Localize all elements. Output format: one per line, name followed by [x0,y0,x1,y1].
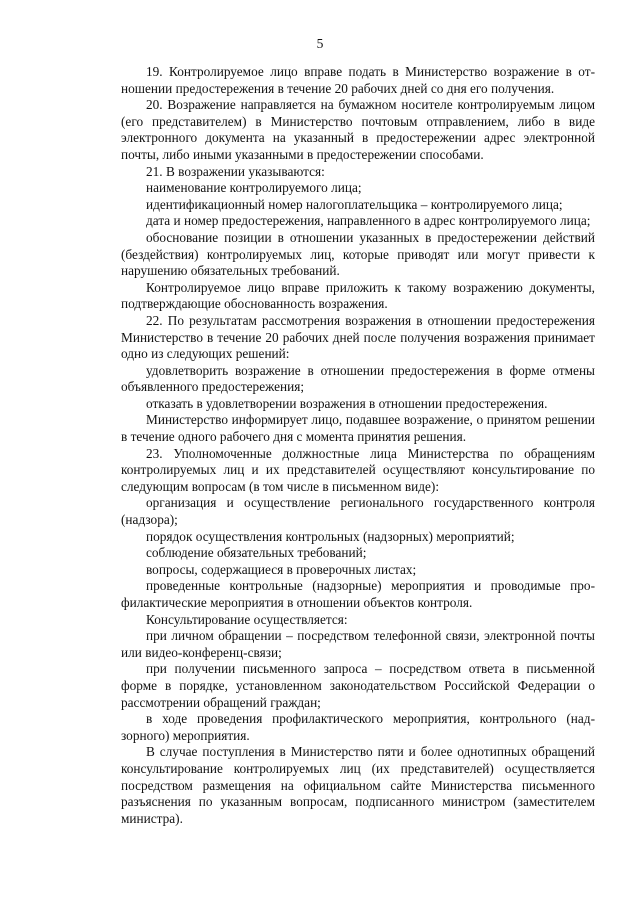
list-item-checklists: вопросы, содержащиеся в проверочных листах; [146,561,417,577]
document-body [121,64,595,827]
paragraph-multiple-requests: В случае поступления в Министерство пяти и более однотипных обращений консультирование контролируемых лиц (их представителей) осуществляется посредством размещения на официальном сайте Министерства письменного разъяснения по указанным вопросам, подписанного министром (заместителем министра). [121,744,595,826]
list-item-compliance: соблюдение обязательных требований; [146,545,367,561]
list-item-procedure: порядок осуществления контрольных (надзорных) мероприятий; [146,528,515,544]
list-item-refuse: отказать в удовлетворении возражения в отношении предостережения. [146,395,548,411]
list-item-name: наименование контролируемого лица; [146,180,362,196]
list-item-justification: обоснование позиции в отношении указанных в предостережении действий (бездействия) контролируемых лиц, которые приводят или могут привести к нарушению обязательных требований. [121,229,595,279]
list-item-organization: организация и осуществление регионального государственного контроля (надзора); [121,495,595,528]
list-item-measures: проведенные контрольные (надзорные) мероприятия и проводимые профилактические мероприятия в отношении объектов контроля. [121,578,595,610]
paragraph-consulting: Консультирование осуществляется: [146,611,348,627]
page-number: 5 [316,36,324,51]
paragraph-19: 19. Контролируемое лицо вправе подать в Министерство возражение в отношении предостережения в течение 20 рабочих дней со дня его получения. [121,64,595,96]
paragraph-23: 23. Уполномоченные должностные лица Министерства по обращениям контролируемых лиц и их представителей осуществляют консультирование по следующим вопросам (в том числе в письменном виде): [121,445,595,494]
paragraph-inform-decision: Министерство информирует лицо, подавшее возражение, о принятом решении в течение одного рабочего дня с момента принятия решения. [121,412,595,445]
list-item-satisfy: удовлетворить возражение в отношении предостережения в форме отмены объявленного предостережения; [121,362,595,395]
list-item-during-measure: в ходе проведения профилактического мероприятия, контрольного (надзорного) мероприятия. [121,711,595,743]
list-item-inn: идентификационный номер налогоплательщика – контролируемого лица; [146,196,563,212]
paragraph-20: 20. Возражение направляется на бумажном носителе контролируемым лицом (его представителем) в Министерство почтовым отправлением, либо в виде электронного документа на указанный в предостережении адрес электронной почты, либо иными указанными в предостережении способами. [121,97,595,162]
list-item-date-number: дата и номер предостережения, направленного в адрес контролируемого лица; [146,213,591,229]
paragraph-attach-documents: Контролируемое лицо вправе приложить к такому возражению документы, подтверждающие обоснованность возражения. [121,279,595,312]
paragraph-22: 22. По результатам рассмотрения возражения в отношении предостережения Министерство в течение 20 рабочих дней после получения возражения принимает одно из следующих решений: [121,312,595,362]
paragraph-21: 21. В возражении указываются: [146,163,325,179]
list-item-personal-visit: при личном обращении – посредством телефонной связи, электронной почты или видео-конференц-связи; [121,628,595,660]
list-item-written-request: при получении письменного запроса – посредством ответа в письменной форме в порядке, установленном законодательством Российской Федерации о рассмотрении обращений граждан; [121,661,595,710]
